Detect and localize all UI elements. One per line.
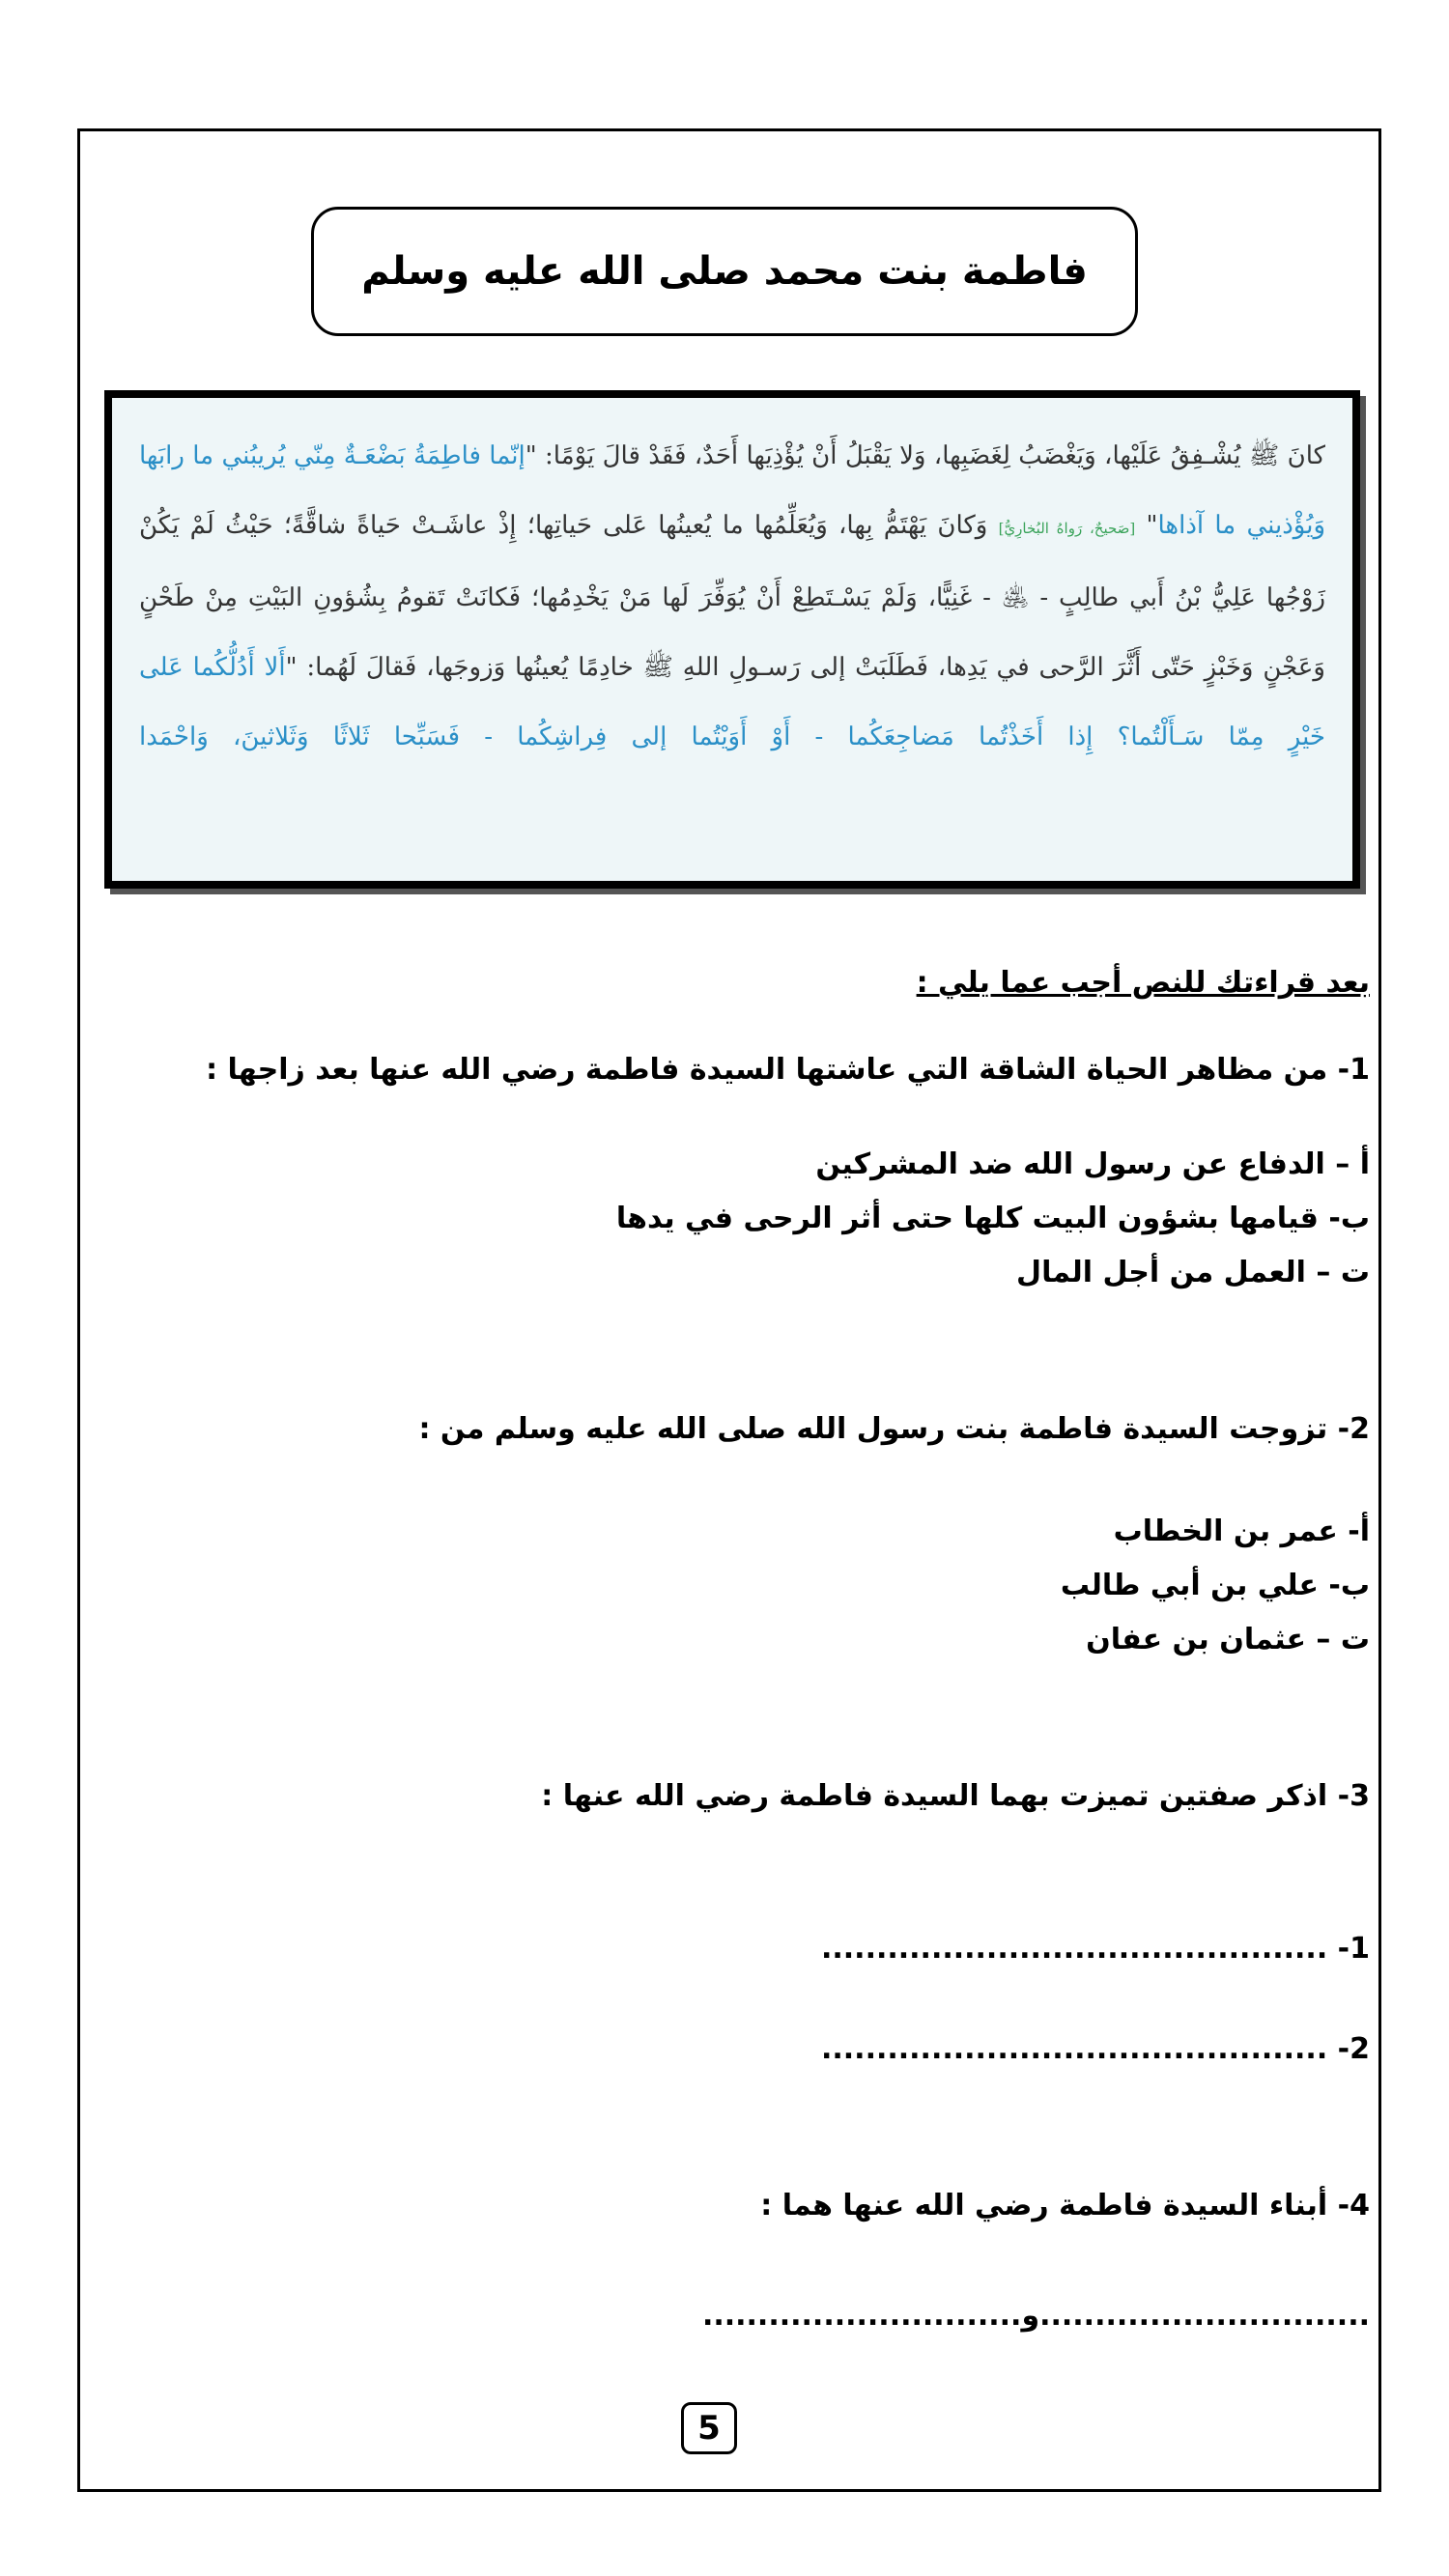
question-3-answer-1[interactable]: 1- .............................................. xyxy=(820,1932,1370,1966)
question-1: 1- من مظاهر الحياة الشاقة التي عاشتها السيدة فاطمة رضي الله عنها بعد زاجها : xyxy=(206,1053,1370,1087)
passage-body: وَكانَ يَهْتَمُّ بِها، وَيُعَلِّمُها ما يُعينُها عَلى حَياتِها؛ إِذْ عاشَـتْ حَياةً شاقَّةً؛ حَيْثُ لَمْ يَكُنْ زَوْجُها عَلِيُّ بْنُ أَبي طالِبٍ - ﵁ - غَنِيًّا، وَلَمْ يَسْـتَطِعْ أَنْ يُوَفِّرَ لَها مَنْ يَخْدِمُها؛ فَكانَتْ تَقومُ بِشُؤونِ البَيْتِ مِنْ طَحْنٍ وَعَجْنٍ وَخَبْزٍ حَتّى أَثَّرَ الرَّحى في يَدِها، فَطَلَبَتْ إلى رَسـولِ اللهِ ﷺ خادِمًا يُعينُها وَزوجَها، فَقالَ لَهُما: " xyxy=(139,511,1325,682)
question-1-option-b[interactable]: ب- قيامها بشؤون البيت كلها حتى أثر الرحى في يدها xyxy=(615,1202,1370,1235)
question-2-option-a[interactable]: أ- عمر بن الخطاب xyxy=(1113,1514,1370,1548)
question-4-answer[interactable]: ..............................و............................. xyxy=(701,2299,1370,2333)
question-1-option-a[interactable]: أ – الدفاع عن رسول الله ضد المشركين xyxy=(815,1147,1370,1181)
instructions-heading: بعد قراءتك للنص أجب عما يلي : xyxy=(916,966,1370,1000)
page-title: فاطمة بنت محمد صلى الله عليه وسلم xyxy=(361,249,1088,294)
title-box xyxy=(311,207,1138,336)
passage-intro: كانَ ﷺ يُشْـفِقُ عَلَيْها، وَيَغْضَبُ لِغَضَبِها، وَلا يَقْبَلُ أَنْ يُؤْذِيَها أَحَدٌ، فَقَدْ قالَ يَوْمًا: " xyxy=(525,441,1326,470)
question-3: 3- اذكر صفتين تميزت بهما السيدة فاطمة رضي الله عنها : xyxy=(541,1779,1370,1813)
hadith-reference: [صَحيحٌ، رَواهُ البُخارِيُّ] xyxy=(998,520,1136,537)
question-4: 4- أبناء السيدة فاطمة رضي الله عنها هما : xyxy=(760,2189,1370,2222)
hadith-quote-2: أَلا أَدُلُّكُما عَلى خَيْرٍ مِمّا سَـأَلْتُما؟ إِذا أَخَذْتُما مَضاجِعَكُما - أَوْ أَوَيْتُما إلى فِراشِكُما - فَسَبِّحا ثَلاثًا وَثَلاثينَ، وَاحْمَدا xyxy=(139,653,1325,751)
passage-text xyxy=(139,421,1325,772)
hadith-quote-1: إنّما فاطِمَةُ بَضْعَـةٌ مِنّي يُريبُني ما رابَها وَيُؤْذيني ما آذاها xyxy=(139,441,1326,540)
question-1-option-c[interactable]: ت – العمل من أجل المال xyxy=(1016,1256,1370,1289)
page-number: 5 xyxy=(681,2402,737,2454)
question-2: 2- تزوجت السيدة فاطمة بنت رسول الله صلى الله عليه وسلم من : xyxy=(418,1412,1370,1446)
question-3-answer-2[interactable]: 2- .............................................. xyxy=(820,2032,1370,2066)
question-2-option-b[interactable]: ب- علي بن أبي طالب xyxy=(1060,1569,1370,1602)
question-2-option-c[interactable]: ت – عثمان بن عفان xyxy=(1086,1623,1370,1656)
passage-quote-close: " xyxy=(1135,511,1158,540)
hadith-passage xyxy=(104,390,1360,889)
